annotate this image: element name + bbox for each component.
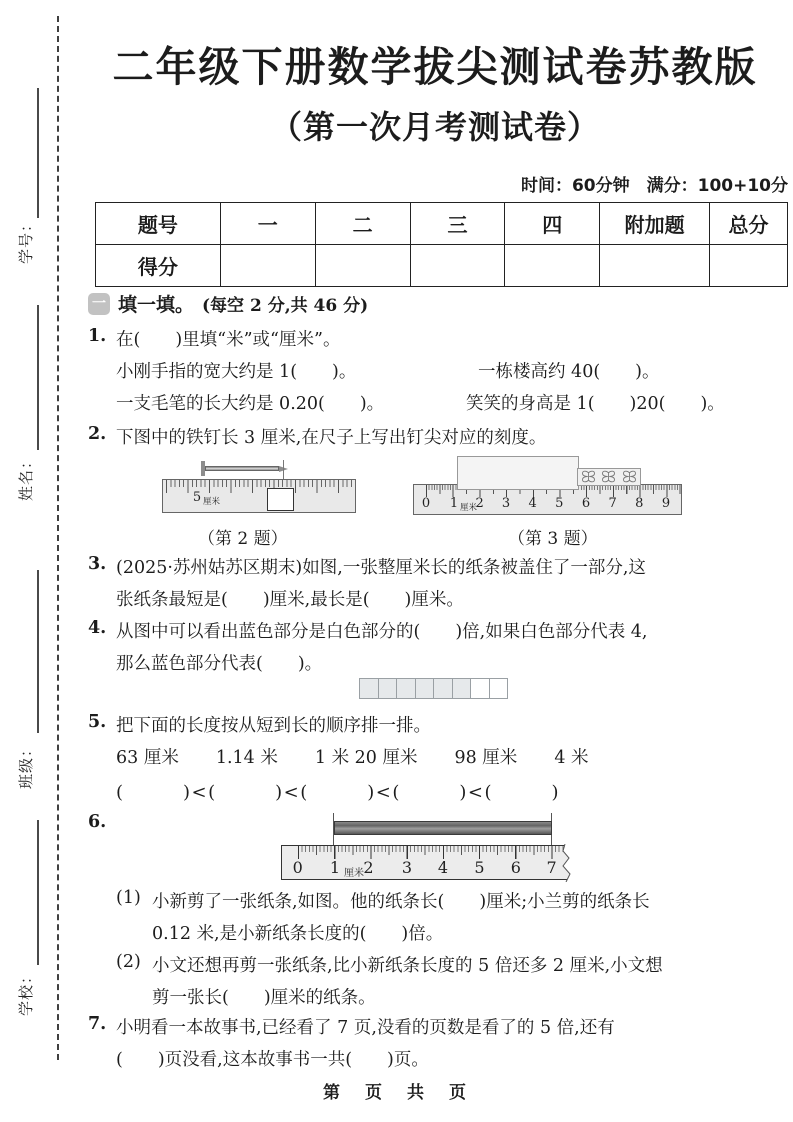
- page-title: 二年级下册数学拔尖测试卷苏教版: [112, 43, 758, 91]
- school-label: 学校：: [17, 968, 35, 1017]
- col-part-4: 四: [505, 203, 600, 245]
- shaded-cell: [378, 678, 398, 699]
- nail-shaft: [205, 466, 279, 471]
- dashed-cut-line: [57, 16, 59, 1060]
- q3-line2: 张纸条最短是( )厘米,最长是( )厘米。: [116, 590, 464, 610]
- col-question-number: 题号: [96, 203, 221, 245]
- q6-sub1-number: (1): [116, 888, 141, 908]
- ruler-q6-num-6: 6: [510, 858, 521, 877]
- ruler-q6: [281, 845, 572, 880]
- q5-number: 5.: [88, 712, 107, 732]
- q6-sub1-line1: 小新剪了一张纸条,如图。他的纸条长( )厘米;小兰剪的纸条长: [152, 892, 650, 912]
- shaded-cell: [452, 678, 472, 699]
- q1-line1: 在( )里填“米”或“厘米”。: [116, 330, 341, 350]
- class-blank-line: [37, 570, 39, 733]
- student-id-blank-line: [37, 88, 39, 218]
- ruler-q2-label-unit: 厘米: [203, 497, 221, 507]
- page-subtitle: （第一次月考测试卷）: [269, 108, 600, 146]
- q5-line1: 把下面的长度按从短到长的顺序排一排。: [116, 716, 431, 736]
- length-value: 4 米: [554, 748, 589, 768]
- student-id-label: 学号：: [17, 216, 35, 265]
- butterfly-icon: [622, 468, 637, 487]
- q7-number: 7.: [88, 1014, 107, 1034]
- q4-number: 4.: [88, 618, 107, 638]
- score-cell-4: [505, 245, 600, 287]
- q4-line2: 那么蓝色部分代表( )。: [116, 654, 323, 674]
- ruler-q3-num-6: 6: [581, 496, 591, 511]
- q2-line1: 下图中的铁钉长 3 厘米,在尺子上写出钉尖对应的刻度。: [116, 428, 547, 448]
- length-value: 1.14 米: [215, 748, 278, 768]
- length-value: 98 厘米: [454, 748, 518, 768]
- ruler-q3-num-1: 1: [449, 496, 459, 511]
- score-row-label: 得分: [96, 245, 221, 287]
- ruler-q6-unit: 厘米: [344, 868, 364, 879]
- white-cell: [470, 678, 490, 699]
- col-part-2: 二: [315, 203, 410, 245]
- score-cell-bonus: [600, 245, 710, 287]
- section-one-points-note: (每空 2 分,共 46 分): [202, 296, 369, 316]
- q3-cover-rectangle: [457, 456, 579, 490]
- shaded-cell: [359, 678, 379, 699]
- school-blank-line: [37, 820, 39, 965]
- section-one-heading: [88, 290, 368, 317]
- q5-answer-line: ( )<( )<( )<( )<( ): [116, 782, 561, 803]
- q4-line1: 从图中可以看出蓝色部分是白色部分的( )倍,如果白色部分代表 4,: [116, 622, 648, 642]
- ruler-q6-num-7: 7: [546, 858, 557, 877]
- ruler-q3-num-9: 9: [661, 496, 671, 511]
- butterfly-icon: [581, 468, 596, 487]
- ruler-q3-num-0: 0: [421, 496, 431, 511]
- q7-line1: 小明看一本故事书,已经看了 7 页,没看的页数是看了的 5 倍,还有: [116, 1018, 615, 1038]
- name-label: 姓名：: [17, 453, 35, 502]
- score-table-score-row: [96, 245, 788, 287]
- q6-sub2-line2: 剪一张长( )厘米的纸条。: [152, 988, 376, 1008]
- page-footer: 第 页 共 页: [323, 1083, 470, 1103]
- ruler-q3-num-3: 3: [501, 496, 511, 511]
- q6-paper-strip: [334, 821, 552, 835]
- ruler-q6-num-0: 0: [292, 858, 303, 877]
- col-total: 总分: [710, 203, 788, 245]
- ruler-q6-num-5: 5: [474, 858, 485, 877]
- score-cell-3: [410, 245, 505, 287]
- score-table-header-row: [96, 203, 788, 245]
- q6-sub2-number: (2): [116, 952, 141, 972]
- shaded-cell: [433, 678, 453, 699]
- q3-line1: (2025·苏州姑苏区期末)如图,一张整厘米长的纸条被盖住了一部分,这: [116, 558, 646, 578]
- q2-answer-box: [267, 488, 294, 511]
- ruler-q3-num-7: 7: [608, 496, 617, 511]
- ruler-q6-num-4: 4: [437, 858, 449, 877]
- q5-length-values: [116, 744, 589, 769]
- q3-number: 3.: [88, 554, 107, 574]
- butterfly-icon: [601, 468, 616, 487]
- q1-line3a: 一支毛笔的长大约是 0.20( )。: [116, 394, 385, 414]
- col-part-3: 三: [410, 203, 505, 245]
- score-cell-2: [315, 245, 410, 287]
- q6-sub1-line2: 0.12 米,是小新纸条长度的( )倍。: [152, 924, 444, 944]
- q3-butterfly-strip: [577, 468, 641, 486]
- shaded-cell: [396, 678, 416, 699]
- q6-sub2-line1: 小文还想再剪一张纸条,比小新纸条长度的 5 倍还多 2 厘米,小文想: [152, 956, 663, 976]
- ruler-q6-num-2: 2: [363, 858, 374, 877]
- ruler-q3-num-8: 8: [635, 496, 644, 511]
- col-bonus: 附加题: [600, 203, 710, 245]
- q1-line3b: 笑笑的身高是 1( )20( )。: [466, 394, 725, 414]
- section-one-title: 填一填。: [118, 294, 195, 316]
- class-label: 班级：: [17, 741, 35, 790]
- q1-line2a: 小刚手指的宽大约是 1( )。: [116, 362, 357, 382]
- length-value: 1 米 20 厘米: [314, 748, 418, 768]
- q6-number: 6.: [88, 812, 107, 832]
- ruler-q3-unit: 厘米: [460, 503, 478, 513]
- col-part-1: 一: [220, 203, 315, 245]
- q3-diagram-caption: （第 3 题）: [508, 529, 598, 549]
- q4-strip-diagram: [360, 678, 508, 699]
- white-cell: [489, 678, 509, 699]
- q2-number: 2.: [88, 424, 107, 444]
- torn-edge: [558, 844, 574, 882]
- ruler-q2-label-number: 5: [192, 490, 202, 505]
- name-blank-line: [37, 305, 39, 450]
- q1-line2b: 一栋楼高约 40( )。: [478, 362, 660, 382]
- ruler-q3-num-5: 5: [555, 496, 564, 511]
- q7-line2: ( )页没看,这本故事书一共( )页。: [116, 1050, 429, 1070]
- shaded-cell: [415, 678, 435, 699]
- score-cell-total: [710, 245, 788, 287]
- score-cell-1: [220, 245, 315, 287]
- length-value: 63 厘米: [116, 748, 179, 768]
- section-one-badge-icon: 一: [88, 293, 110, 315]
- ruler-q6-num-3: 3: [401, 858, 413, 877]
- ruler-q3-num-4: 4: [528, 496, 537, 511]
- ruler-q2: [162, 479, 356, 513]
- time-score-meta: 时间：60分钟 满分：100+10分: [520, 176, 788, 196]
- q2-diagram-caption: （第 2 题）: [198, 529, 288, 549]
- q1-number: 1.: [88, 326, 107, 346]
- score-table: [95, 202, 788, 287]
- ruler-q6-num-1: 1: [329, 858, 341, 877]
- ruler-q3-num-2: 2: [475, 496, 484, 511]
